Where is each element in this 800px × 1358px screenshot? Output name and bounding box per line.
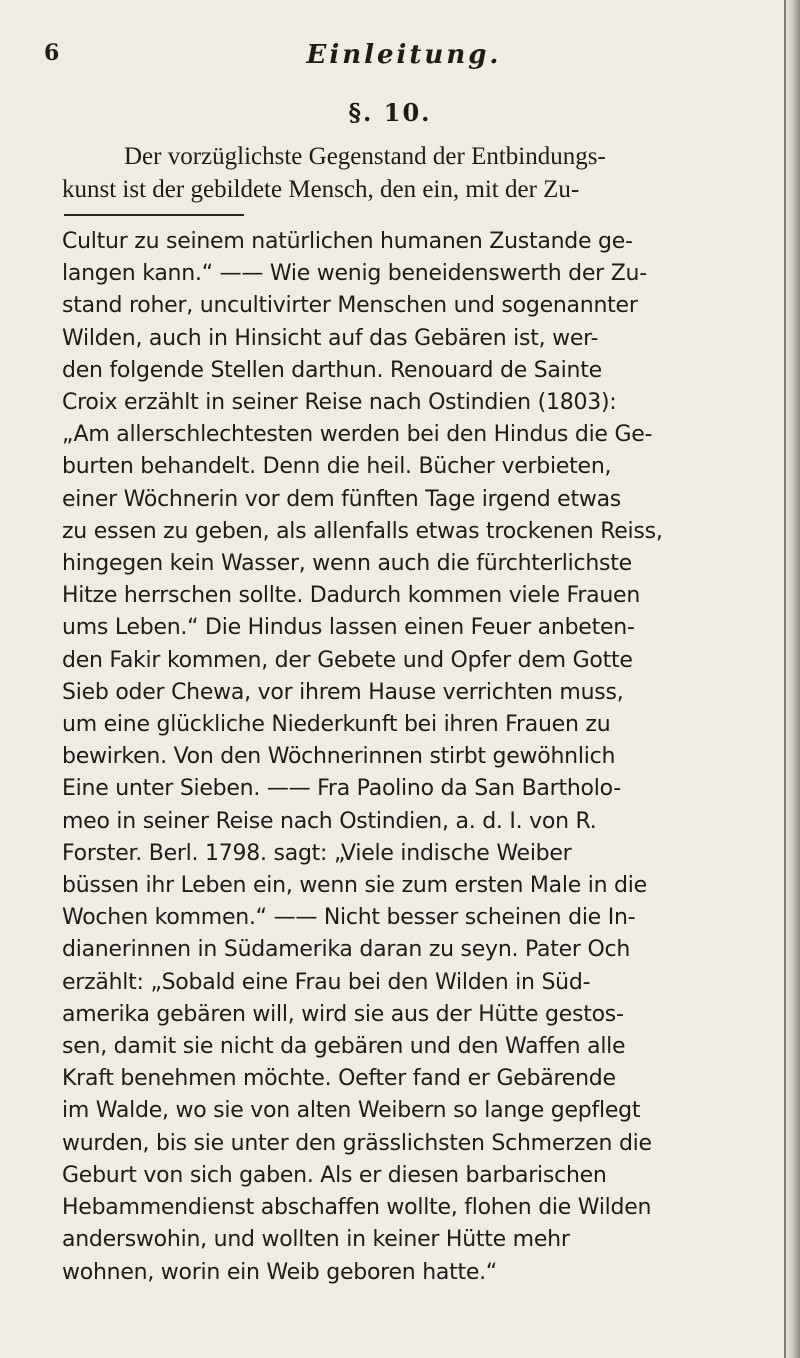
text-line: dianerinnen in Südamerika daran zu seyn. Pater Och	[62, 937, 631, 963]
page-header	[44, 40, 764, 80]
text-line: langen kann.“ —— Wie wenig beneidenswerth der Zu-	[62, 261, 647, 287]
text-line: Hitze herrschen sollte. Dadurch kommen viele Frauen	[62, 583, 641, 609]
text-line: büssen ihr Leben ein, wenn sie zum ersten Male in die	[62, 873, 647, 899]
text-line: zu essen zu geben, als allenfalls etwas trockenen Reiss,	[62, 518, 663, 544]
text-line: hingegen kein Wasser, wenn auch die fürchterlichste	[62, 551, 632, 577]
text-line: kunst ist der gebildete Mensch, den ein, mit der Zu-	[62, 176, 580, 203]
section-heading: §. 10.	[348, 98, 432, 127]
text-line: Kraft benehmen möchte. Oefter fand er Gebärende	[62, 1066, 616, 1092]
text-line: wohnen, worin ein Weib geboren hatte.“	[62, 1259, 498, 1285]
text-line: Eine unter Sieben. —— Fra Paolino da San Bartholo-	[62, 776, 621, 802]
text-line: Cultur zu seinem natürlichen humanen Zustande ge-	[62, 229, 633, 254]
text-line: amerika gebären will, wird sie aus der Hütte gestos-	[62, 1001, 624, 1027]
page-number: 6	[44, 40, 60, 66]
text-line: wurden, bis sie unter den grässlichsten Schmerzen die	[62, 1130, 652, 1156]
text-line: Wochen kommen.“ —— Nicht besser scheinen die In-	[62, 905, 636, 931]
text-line: um eine glückliche Niederkunft bei ihren Frauen zu	[62, 712, 611, 738]
text-line: Forster. Berl. 1798. sagt: „Viele indische Weiber	[62, 840, 572, 866]
text-line: Sieb oder Chewa, vor ihrem Hause verrichten muss,	[62, 679, 624, 705]
text-line: ums Leben.“ Die Hindus lassen einen Feuer anbeten-	[62, 615, 635, 641]
text-line: Wilden, auch in Hinsicht auf das Gebären ist, wer-	[62, 325, 599, 351]
running-title: Einleitung.	[306, 40, 502, 70]
text-line: den folgende Stellen darthun. Renouard de Sainte	[62, 357, 602, 383]
text-line: meo in seiner Reise nach Ostindien, a. d. I. von R.	[62, 808, 597, 834]
text-line: erzählt: „Sobald eine Frau bei den Wilden in Süd-	[62, 969, 591, 995]
page-edge	[784, 0, 800, 1358]
text-line: Hebammendienst abschaffen wollte, flohen die Wilden	[62, 1195, 652, 1221]
text-line: Der vorzüglichste Gegenstand der Entbindungs-	[124, 143, 606, 170]
text-line: den Fakir kommen, der Gebete und Opfer dem Gotte	[62, 647, 633, 673]
page-break-rule	[64, 214, 244, 216]
text-line: „Am allerschlechtesten werden bei den Hindus die Ge-	[62, 422, 653, 448]
text-line: sen, damit sie nicht da gebären und den Waffen alle	[62, 1034, 626, 1060]
text-line: Geburt von sich gaben. Als er diesen barbarischen	[62, 1162, 607, 1188]
text-line: im Walde, wo sie von alten Weibern so lange gepflegt	[62, 1098, 641, 1124]
text-line: bewirken. Von den Wöchnerinnen stirbt gewöhnlich	[62, 744, 616, 770]
text-line: anderswohin, und wollten in keiner Hütte mehr	[62, 1227, 570, 1253]
text-line: burten behandelt. Denn die heil. Bücher verbieten,	[62, 454, 612, 480]
body-text	[62, 226, 772, 1289]
text-line: stand roher, uncultivirter Menschen und sogenannter	[62, 293, 638, 319]
text-line: Croix erzählt in seiner Reise nach Ostindien (1803):	[62, 390, 617, 416]
text-line: einer Wöchnerin vor dem fünften Tage irgend etwas	[62, 486, 622, 512]
opening-paragraph	[62, 140, 772, 206]
binding-edge	[784, 0, 786, 1358]
